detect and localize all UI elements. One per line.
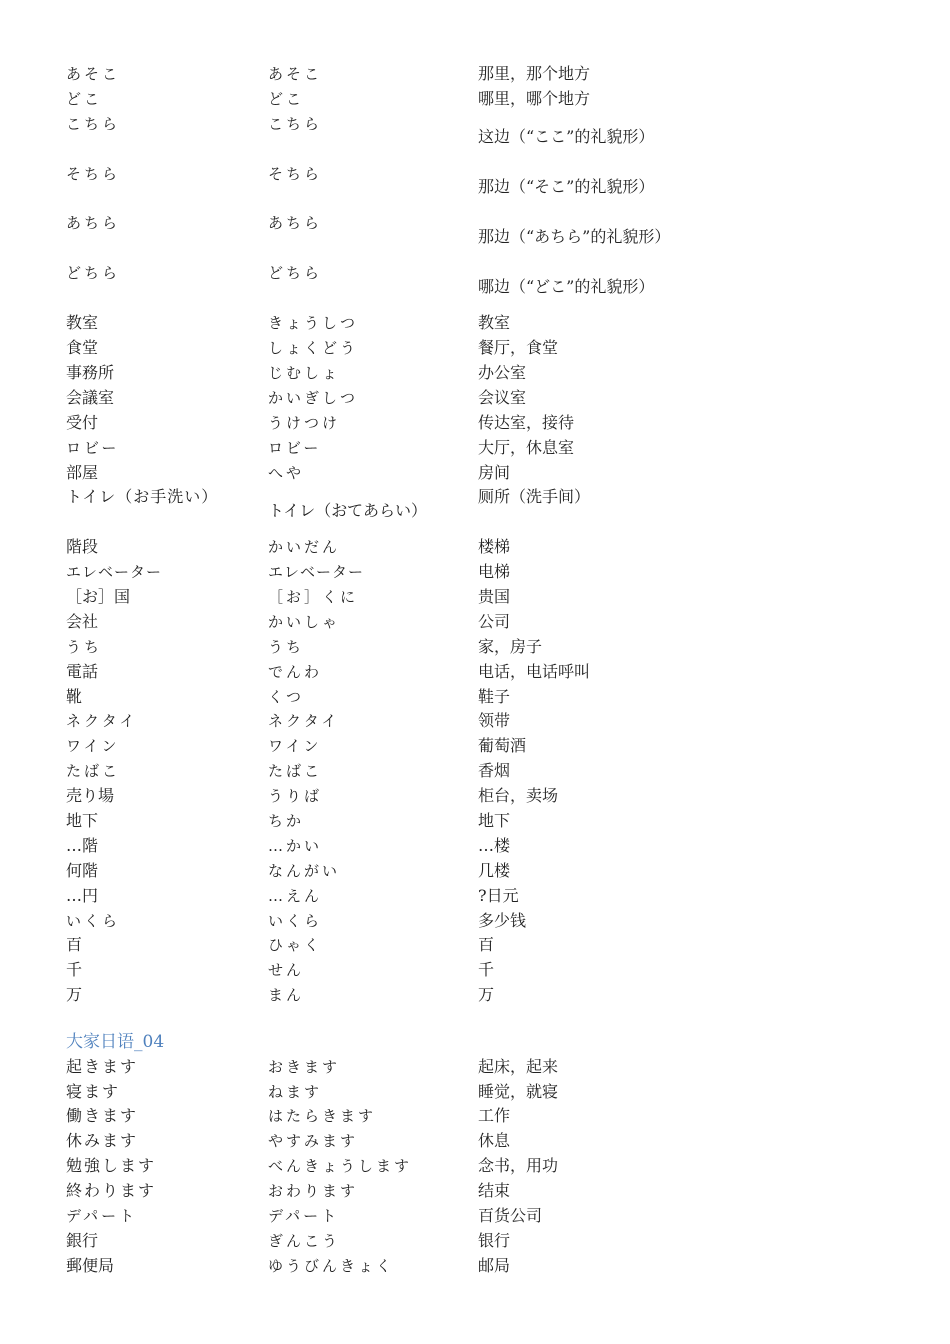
vocab-reading: ゆうびんきょく bbox=[268, 1257, 395, 1275]
vocab-reading: はたらきます bbox=[268, 1107, 377, 1125]
vocab-word: 受付 bbox=[66, 413, 99, 432]
vocab-reading: …かい bbox=[268, 837, 323, 855]
vocab-reading: ワイン bbox=[268, 737, 322, 755]
vocab-meaning: 念书，用功 bbox=[478, 1156, 559, 1175]
vocab-meaning: 邮局 bbox=[478, 1256, 511, 1275]
vocab-meaning: 厕所（洗手间） bbox=[478, 487, 591, 506]
vocab-meaning: 电梯 bbox=[478, 562, 511, 581]
vocab-meaning: 睡觉，就寝 bbox=[478, 1082, 559, 1101]
vocab-reading: ちか bbox=[268, 812, 305, 830]
vocab-meaning: 电话，电话呼叫 bbox=[478, 662, 591, 681]
vocab-word: 万 bbox=[66, 985, 83, 1004]
vocab-word: トイレ（お手洗い） bbox=[66, 487, 219, 506]
vocab-meaning: 贵国 bbox=[478, 587, 511, 606]
vocab-reading: かいぎしつ bbox=[268, 389, 359, 407]
vocab-reading: ロビー bbox=[268, 439, 322, 457]
vocab-reading: うけつけ bbox=[268, 414, 341, 432]
vocab-word: 地下 bbox=[66, 811, 99, 830]
vocab-word: …円 bbox=[66, 886, 99, 905]
vocab-meaning: 楼梯 bbox=[478, 537, 511, 556]
vocab-reading: どちら bbox=[268, 264, 323, 282]
vocab-meaning: 家，房子 bbox=[478, 637, 543, 656]
vocab-reading: いくら bbox=[268, 912, 323, 930]
vocab-reading: べんきょうします bbox=[268, 1157, 413, 1175]
vocab-word: 会社 bbox=[66, 612, 99, 631]
vocab-meaning: 教室 bbox=[478, 313, 511, 332]
vocab-meaning: 那边（“あちら”的礼貌形） bbox=[478, 227, 671, 246]
vocab-reading: おきます bbox=[268, 1058, 341, 1076]
vocab-word: あそこ bbox=[66, 65, 121, 83]
vocab-word: 勉強します bbox=[66, 1156, 157, 1175]
vocab-meaning: 起床，起来 bbox=[478, 1057, 559, 1076]
vocab-meaning: 地下 bbox=[478, 811, 511, 830]
vocab-meaning: 大厅，休息室 bbox=[478, 438, 575, 457]
vocab-word: デパート bbox=[66, 1207, 138, 1225]
vocab-word: 何階 bbox=[66, 861, 99, 880]
vocab-meaning: 餐厅，食堂 bbox=[478, 338, 559, 357]
vocab-word: 銀行 bbox=[66, 1231, 99, 1250]
vocab-meaning: 百 bbox=[478, 935, 495, 954]
vocab-reading: ひゃく bbox=[268, 936, 323, 954]
vocab-meaning: 办公室 bbox=[478, 363, 527, 382]
vocab-meaning: 香烟 bbox=[478, 761, 511, 780]
vocab-word: 電話 bbox=[66, 662, 99, 681]
vocab-reading: トイレ（おてあらい） bbox=[268, 501, 428, 520]
vocab-word: 売り場 bbox=[66, 786, 115, 805]
vocab-word: 事務所 bbox=[66, 363, 115, 382]
vocab-word: ワイン bbox=[66, 737, 120, 755]
vocab-word: 寝ます bbox=[66, 1082, 121, 1101]
vocab-word: 起きます bbox=[66, 1057, 139, 1076]
vocab-word: たばこ bbox=[66, 762, 121, 780]
vocab-word: 階段 bbox=[66, 537, 99, 556]
vocab-word: 休みます bbox=[66, 1131, 139, 1150]
vocab-word: 教室 bbox=[66, 313, 99, 332]
vocab-word: ロビー bbox=[66, 439, 120, 457]
vocab-word: 会議室 bbox=[66, 388, 115, 407]
vocab-word: …階 bbox=[66, 836, 99, 855]
vocab-meaning: 葡萄酒 bbox=[478, 736, 527, 755]
vocab-meaning: 结束 bbox=[478, 1181, 511, 1200]
vocab-meaning: …楼 bbox=[478, 836, 511, 855]
vocab-reading: こちら bbox=[268, 115, 323, 133]
vocab-meaning: 休息 bbox=[478, 1131, 511, 1150]
vocab-word: どこ bbox=[66, 90, 103, 108]
vocab-reading: ［お］くに bbox=[268, 588, 359, 606]
vocab-meaning: 那里，那个地方 bbox=[478, 64, 591, 83]
vocab-meaning: 百货公司 bbox=[478, 1206, 543, 1225]
vocab-word: ネクタイ bbox=[66, 712, 138, 730]
vocab-word: そちら bbox=[66, 165, 121, 183]
vocab-reading: やすみます bbox=[268, 1132, 359, 1150]
vocab-reading: かいだん bbox=[268, 538, 341, 556]
vocab-word: どちら bbox=[66, 264, 121, 282]
vocab-word: 終わります bbox=[66, 1181, 157, 1200]
vocab-word: 郵便局 bbox=[66, 1256, 115, 1275]
vocab-reading: うち bbox=[268, 638, 305, 656]
vocab-meaning: 鞋子 bbox=[478, 687, 511, 706]
vocab-reading: あそこ bbox=[268, 65, 323, 83]
vocab-meaning: 会议室 bbox=[478, 388, 527, 407]
vocab-reading: まん bbox=[268, 986, 305, 1004]
vocab-word: 働きます bbox=[66, 1106, 139, 1125]
vocab-meaning: 几楼 bbox=[478, 861, 511, 880]
vocab-reading: かいしゃ bbox=[268, 613, 341, 631]
vocab-word: 千 bbox=[66, 960, 83, 979]
vocab-word: エレベーター bbox=[66, 563, 163, 581]
vocab-meaning: 万 bbox=[478, 985, 495, 1004]
vocab-reading: ネクタイ bbox=[268, 712, 340, 730]
vocab-meaning: 传达室，接待 bbox=[478, 413, 575, 432]
vocab-word: こちら bbox=[66, 115, 121, 133]
vocab-meaning: 领带 bbox=[478, 711, 511, 730]
vocab-word: ［お］国 bbox=[66, 587, 131, 606]
vocab-reading: そちら bbox=[268, 165, 323, 183]
vocab-word: 部屋 bbox=[66, 463, 99, 482]
vocab-reading: しょくどう bbox=[268, 339, 359, 357]
vocab-reading: へや bbox=[268, 464, 305, 482]
vocab-reading: エレベーター bbox=[268, 563, 365, 581]
vocab-meaning: 公司 bbox=[478, 612, 511, 631]
vocab-reading: ぎんこう bbox=[268, 1232, 341, 1250]
vocab-meaning: 银行 bbox=[478, 1231, 511, 1250]
vocab-meaning: 这边（“ここ”的礼貌形） bbox=[478, 127, 655, 146]
vocab-meaning: 多少钱 bbox=[478, 911, 527, 930]
vocab-reading: デパート bbox=[268, 1207, 340, 1225]
vocab-meaning: ?日元 bbox=[478, 886, 519, 905]
vocab-reading: …えん bbox=[268, 887, 323, 905]
vocab-meaning: 柜台，卖场 bbox=[478, 786, 559, 805]
vocab-meaning: 千 bbox=[478, 960, 495, 979]
vocab-word: 百 bbox=[66, 935, 83, 954]
vocab-word: 食堂 bbox=[66, 338, 99, 357]
vocab-word: 靴 bbox=[66, 687, 83, 706]
vocab-meaning: 那边（“そこ”的礼貌形） bbox=[478, 177, 655, 196]
vocab-word: うち bbox=[66, 638, 103, 656]
section-heading: 大家日语_04 bbox=[66, 1032, 165, 1052]
vocab-meaning: 哪里，哪个地方 bbox=[478, 89, 591, 108]
vocab-reading: たばこ bbox=[268, 762, 323, 780]
vocab-meaning: 房间 bbox=[478, 463, 511, 482]
vocab-reading: でんわ bbox=[268, 663, 323, 681]
vocab-meaning: 工作 bbox=[478, 1106, 511, 1125]
vocab-reading: じむしょ bbox=[268, 364, 341, 382]
vocab-reading: くつ bbox=[268, 688, 305, 706]
vocab-word: あちら bbox=[66, 214, 121, 232]
vocab-reading: おわります bbox=[268, 1182, 359, 1200]
vocab-reading: せん bbox=[268, 961, 305, 979]
vocab-reading: なんがい bbox=[268, 862, 341, 880]
vocab-reading: どこ bbox=[268, 90, 305, 108]
vocab-reading: あちら bbox=[268, 214, 323, 232]
vocab-meaning: 哪边（“どこ”的礼貌形） bbox=[478, 277, 655, 296]
vocab-reading: ねます bbox=[268, 1083, 323, 1101]
vocab-reading: きょうしつ bbox=[268, 314, 359, 332]
vocab-reading: うりば bbox=[268, 787, 323, 805]
vocab-word: いくら bbox=[66, 912, 121, 930]
